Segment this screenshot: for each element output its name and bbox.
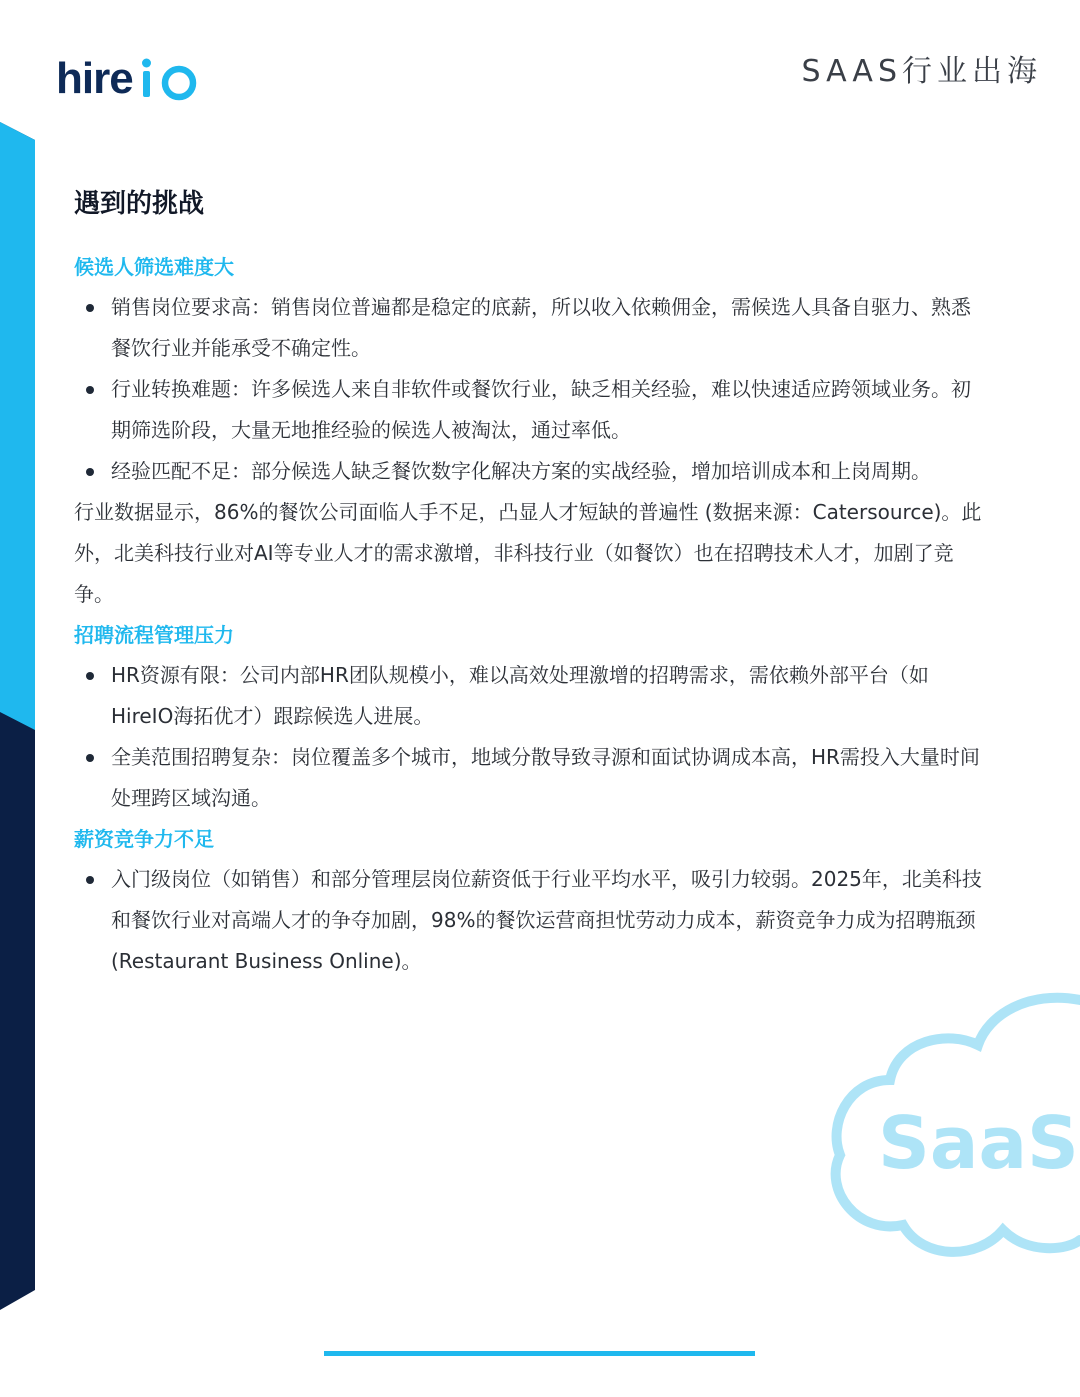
logo-wordmark: hire (56, 54, 133, 103)
bullet-item: 行业转换难题：许多候选人来自非软件或餐饮行业，缺乏相关经验，难以快速适应跨领域业务。初期筛选阶段，大量无地推经验的候选人被淘汰，通过率低。 (74, 369, 984, 451)
industry-data-paragraph: 行业数据显示，86%的餐饮公司面临人手不足，凸显人才短缺的普遍性 (数据来源：Catersource)。此外，北美科技行业对AI等专业人才的需求激增，非科技行业（如餐饮）也在招聘技术人才，加剧了竞争。 (74, 500, 982, 606)
bullet-item: HR资源有限：公司内部HR团队规模小，难以高效处理激增的招聘需求，需依赖外部平台（如HireIO海拓优才）跟踪候选人进展。 (74, 655, 984, 737)
bullet-list-screening (74, 287, 984, 492)
header-tag: SAAS行业出海 (801, 54, 1042, 89)
bullet-item: 全美范围招聘复杂：岗位覆盖多个城市，地域分散导致寻源和面试协调成本高，HR需投入大量时间处理跨区域沟通。 (74, 737, 984, 819)
bullet-item: 销售岗位要求高：销售岗位普遍都是稳定的底薪，所以收入依赖佣金，需候选人具备自驱力、熟悉餐饮行业并能承受不确定性。 (74, 287, 984, 369)
bullet-item: 入门级岗位（如销售）和部分管理层岗位薪资低于行业平均水平，吸引力较弱。2025年，北美科技和餐饮行业对高端人才的争夺加剧，98%的餐饮运营商担忧劳动力成本，薪资竞争力成为招聘瓶颈 (Restaurant Business Online)。 (74, 859, 984, 982)
subheading-salary: 薪资竞争力不足 (74, 827, 214, 851)
challenge-block-screening (74, 247, 984, 615)
hireio-logo (56, 54, 205, 104)
subheading-process: 招聘流程管理压力 (74, 623, 234, 647)
challenge-block-salary (74, 819, 984, 982)
saas-cloud-icon (828, 990, 1080, 1265)
main-content (74, 185, 984, 982)
bullet-item: 经验匹配不足：部分候选人缺乏餐饮数字化解决方案的实战经验，增加培训成本和上岗周期。 (74, 451, 984, 492)
side-accent-band (0, 0, 40, 1397)
section-title: 遇到的挑战 (74, 189, 205, 219)
challenge-block-process (74, 615, 984, 819)
bullet-list-process (74, 655, 984, 819)
footer-divider (324, 1351, 755, 1356)
bullet-list-salary (74, 859, 984, 982)
logo-io-mark (139, 57, 205, 101)
subheading-screening: 候选人筛选难度大 (74, 255, 234, 279)
cloud-label: SaaS (878, 1101, 1079, 1185)
io-icon (139, 57, 205, 101)
